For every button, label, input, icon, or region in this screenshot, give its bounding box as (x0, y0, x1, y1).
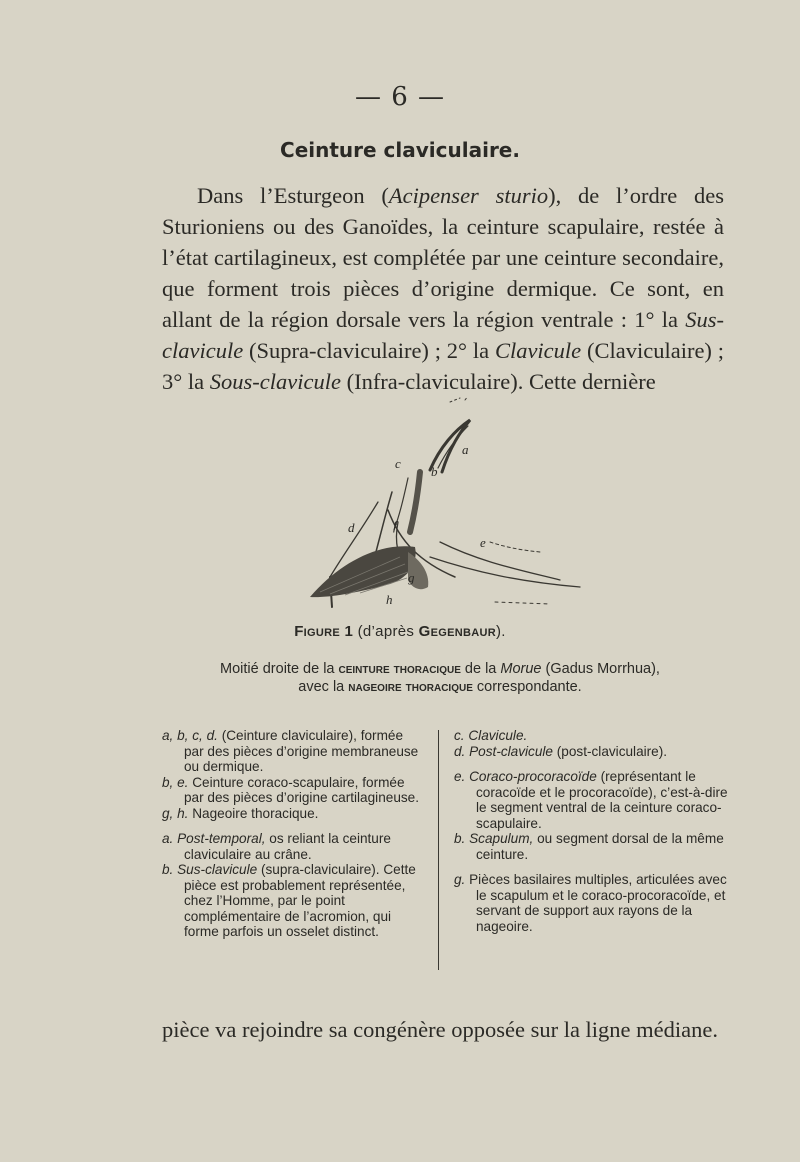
page-number: — 6 — (354, 82, 446, 112)
legend-key: e. Coraco-procoracoïde (454, 769, 597, 784)
figure-label-a: a (462, 442, 469, 457)
legend-entry (162, 862, 424, 940)
intro-term-clavicule: Clavicule (494, 338, 582, 363)
section-title: Ceinture claviculaire. (280, 138, 520, 162)
intro-text-5: (Supra-claviculaire) ; 2° la (243, 338, 495, 363)
intro-text-9: (Infra-claviculaire). Cette dernière (340, 369, 656, 394)
legend-entry (162, 831, 424, 862)
figure-legend (162, 728, 732, 970)
legend-divider (438, 730, 439, 970)
closing-paragraph: pièce va rejoindre sa congénère opposée sur la ligne médiane. (162, 1017, 719, 1042)
desc-term-morue: Morue (500, 661, 542, 677)
desc-part-f: avec la (298, 679, 349, 695)
legend-key: a, b, c, d. (162, 728, 218, 743)
legend-column-left (162, 728, 424, 940)
legend-entry (162, 806, 424, 822)
intro-term-sus-clavicule: Sus-clavicule (162, 307, 724, 363)
legend-text: (Ceinture claviculaire), formée par des pièces d’origine membraneuse ou dermique. (184, 728, 419, 774)
legend-entry (454, 744, 730, 760)
figure-label-c: c (395, 456, 401, 471)
legend-text: ou segment dorsal de la même ceinture. (476, 831, 724, 862)
legend-entry (454, 831, 730, 862)
legend-key: b. Sus-clavicule (162, 862, 258, 877)
legend-key: d. Post-clavicule (454, 743, 553, 759)
desc-term-ceinture: ceinture thoracique (338, 661, 461, 677)
legend-text: (post-claviculaire). (552, 743, 668, 759)
legend-entry (162, 728, 424, 775)
figure-label-d: d (348, 520, 355, 535)
intro-text-1: Dans l’Esturgeon ( (197, 183, 389, 208)
figure-description (150, 660, 730, 696)
intro-paragraph (162, 180, 724, 397)
figure-label-e: e (480, 535, 486, 550)
legend-text: (représentant le coracoïde et le procoracoïde), c’est-à-dire le segment ventral de la ceinture coraco-scapulaire. (476, 769, 728, 831)
figure-caption (0, 623, 800, 640)
desc-part-e: (Gadus Morrhua), (541, 661, 660, 677)
figure-caption-end: ). (496, 623, 506, 640)
intro-species-name: Acipenser sturio (388, 183, 549, 208)
legend-text: Nageoire thoracique. (188, 805, 319, 821)
legend-text: Pièces basilaires multiples, articulées avec le scapulum et le coraco-procoracoïde, et servant de support aux rayons de la nageoire. (465, 872, 727, 934)
figure-number: Figure 1 (294, 623, 354, 640)
legend-text: Ceinture coraco-scapulaire, formée par des pièces d’origine cartilagineuse. (184, 774, 420, 805)
legend-key: g, h. (162, 805, 189, 821)
intro-text-3: ), de l’ordre des Sturioniens ou des Ganoïdes, la ceinture scapulaire, restée à l’état cartilagineux, est complétée par une ceinture secondaire, que forment trois pièces d’origine dermique. Ce sont, en allant de la région dorsale vers la région ventrale : 1° la (162, 183, 724, 332)
legend-column-right (454, 728, 730, 934)
desc-term-nageoire: nageoire thoracique (348, 679, 473, 695)
desc-part-h: correspondante. (472, 679, 582, 695)
legend-entry (454, 769, 730, 831)
legend-key: c. Clavicule. (454, 728, 528, 743)
legend-key: a. Post-temporal, (162, 831, 266, 846)
desc-part-c: de la (460, 661, 501, 677)
legend-entry (454, 728, 730, 744)
legend-key: b. Scapulum, (454, 831, 534, 846)
figure-label-h: h (386, 592, 393, 607)
legend-entry (162, 775, 424, 806)
desc-part-a: Moitié droite de la (220, 661, 339, 677)
figure-label-f: f (393, 518, 397, 533)
figure-author: Gegenbaur (418, 623, 496, 640)
intro-text-7: (Claviculaire) ; 3° la (162, 338, 724, 394)
legend-key: g. (454, 872, 466, 887)
figure-illustration (290, 392, 590, 622)
figure-caption-text: (d’après (353, 623, 419, 640)
intro-term-sous-clavicule: Sous-clavicule (209, 369, 341, 394)
figure-label-g: g (408, 570, 415, 585)
legend-entry (454, 872, 730, 934)
figure-label-b: b (431, 464, 438, 479)
legend-text: (supra-claviculaire). Cette pièce est probablement représentée, chez l’Homme, par le point complémentaire de l’acromion, qui forme parfois un osselet distinct. (184, 862, 416, 939)
legend-key: b, e. (162, 774, 189, 790)
legend-text: os reliant la ceinture claviculaire au crâne. (184, 831, 391, 862)
